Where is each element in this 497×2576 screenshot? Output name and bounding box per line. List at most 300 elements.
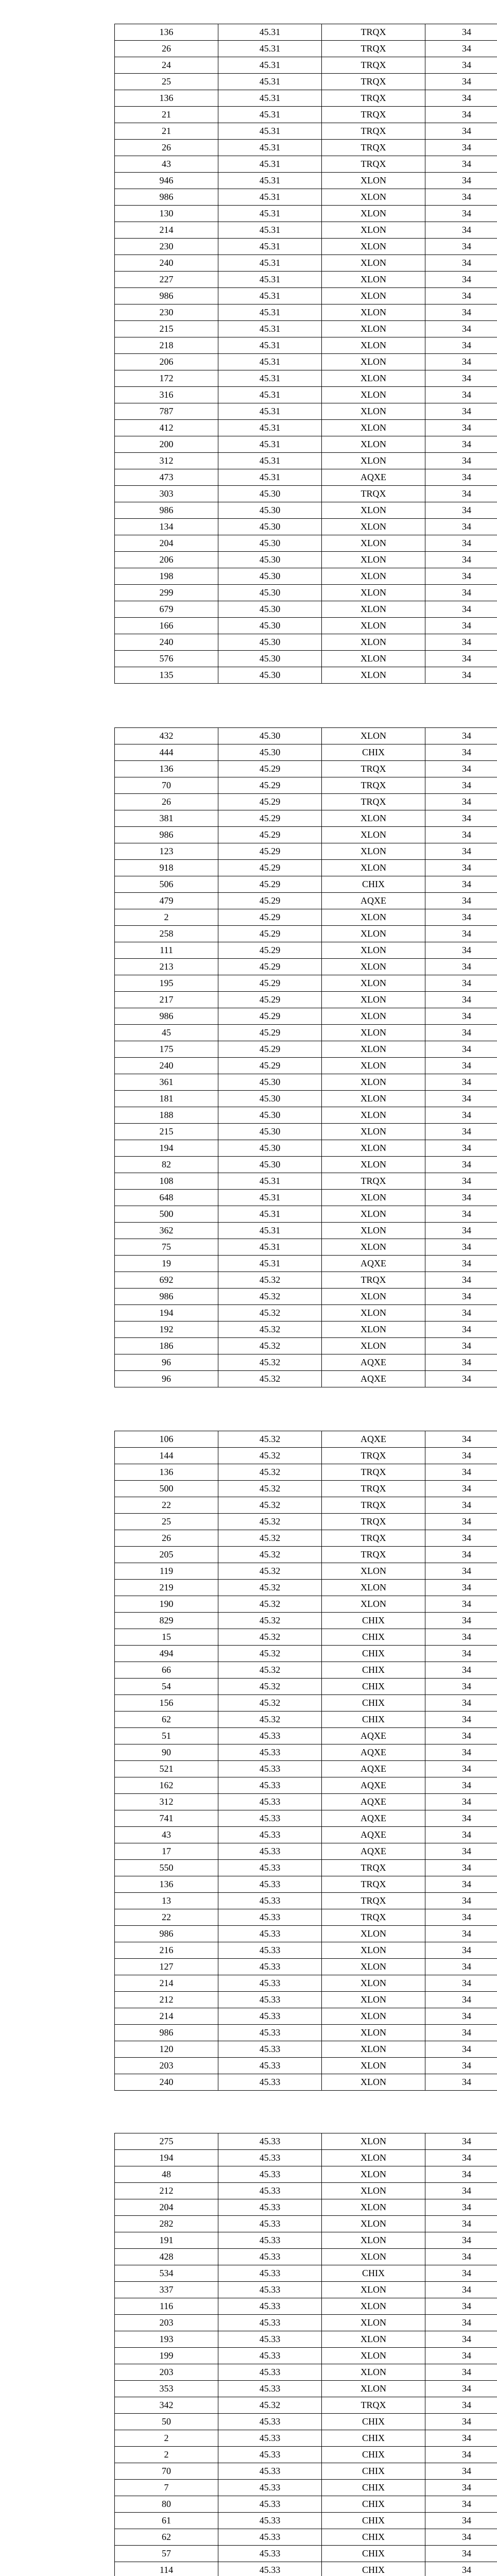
table-row (115, 2150, 497, 2166)
time-cell: 34 (425, 1431, 497, 1448)
table-row (115, 1926, 497, 1942)
price-cell: 45.33 (218, 2008, 322, 2025)
volume-cell: 214 (115, 2008, 218, 2025)
price-cell: 45.31 (218, 206, 322, 222)
time-cell: 34 (425, 2331, 497, 2348)
time-cell: 34 (425, 1058, 497, 1074)
price-cell: 45.33 (218, 2058, 322, 2074)
table-row (115, 453, 497, 469)
venue-cell: AQXE (322, 1431, 425, 1448)
venue-cell: TRQX (322, 1893, 425, 1909)
price-cell: 45.31 (218, 288, 322, 304)
volume-cell: 192 (115, 1321, 218, 1338)
venue-cell: TRQX (322, 1876, 425, 1893)
price-cell: 45.32 (218, 1695, 322, 1711)
table-row (115, 651, 497, 667)
time-cell: 34 (425, 1140, 497, 1157)
time-cell: 34 (425, 1580, 497, 1596)
price-cell: 45.32 (218, 1371, 322, 1387)
price-cell: 45.31 (218, 255, 322, 272)
volume-cell: 240 (115, 634, 218, 651)
table-row (115, 744, 497, 761)
volume-cell: 75 (115, 1239, 218, 1256)
price-cell: 45.30 (218, 1091, 322, 1107)
venue-cell: XLON (322, 354, 425, 370)
table-row (115, 827, 497, 843)
time-cell: 34 (425, 24, 497, 41)
table-row (115, 2183, 497, 2199)
time-cell: 34 (425, 370, 497, 387)
volume-cell: 166 (115, 618, 218, 634)
table-row (115, 206, 497, 222)
venue-cell: XLON (322, 2183, 425, 2199)
table-row (115, 909, 497, 926)
venue-cell: AQXE (322, 1827, 425, 1843)
time-cell: 34 (425, 2058, 497, 2074)
venue-cell: CHIX (322, 1711, 425, 1728)
time-cell: 34 (425, 1744, 497, 1761)
time-cell: 34 (425, 744, 497, 761)
price-cell: 45.33 (218, 2381, 322, 2397)
time-cell: 34 (425, 1371, 497, 1387)
volume-cell: 25 (115, 1514, 218, 1530)
price-cell: 45.33 (218, 1893, 322, 1909)
table-row (115, 90, 497, 107)
venue-cell: XLON (322, 1580, 425, 1596)
time-cell: 34 (425, 860, 497, 876)
table-row (115, 876, 497, 893)
venue-cell: XLON (322, 2150, 425, 2166)
table-row (115, 1810, 497, 1827)
price-cell: 45.33 (218, 2133, 322, 2150)
price-cell: 45.33 (218, 1942, 322, 1959)
venue-cell: TRQX (322, 24, 425, 41)
volume-cell: 119 (115, 1563, 218, 1580)
volume-cell: 195 (115, 975, 218, 992)
volume-cell: 428 (115, 2249, 218, 2265)
venue-cell: XLON (322, 337, 425, 354)
time-cell: 34 (425, 777, 497, 794)
table-row (115, 2463, 497, 2480)
time-cell: 34 (425, 2447, 497, 2463)
table-row (115, 107, 497, 123)
volume-cell: 230 (115, 304, 218, 321)
volume-cell: 156 (115, 1695, 218, 1711)
volume-cell: 2 (115, 909, 218, 926)
table-row (115, 403, 497, 420)
volume-cell: 986 (115, 2025, 218, 2041)
venue-cell: AQXE (322, 1777, 425, 1794)
venue-cell: XLON (322, 2298, 425, 2315)
time-cell: 34 (425, 2480, 497, 2496)
volume-cell: 193 (115, 2331, 218, 2348)
volume-cell: 114 (115, 2562, 218, 2576)
time-cell: 34 (425, 1173, 497, 1190)
time-cell: 34 (425, 975, 497, 992)
volume-cell: 550 (115, 1860, 218, 1876)
price-cell: 45.33 (218, 1876, 322, 1893)
price-cell: 45.29 (218, 761, 322, 777)
price-cell: 45.33 (218, 2025, 322, 2041)
table-row (115, 1711, 497, 1728)
time-cell: 34 (425, 1926, 497, 1942)
time-cell: 34 (425, 1975, 497, 1992)
price-cell: 45.30 (218, 744, 322, 761)
table-row (115, 926, 497, 942)
time-cell: 34 (425, 1777, 497, 1794)
volume-cell: 206 (115, 354, 218, 370)
time-cell: 34 (425, 2397, 497, 2414)
time-cell: 34 (425, 189, 497, 206)
time-cell: 34 (425, 156, 497, 173)
price-cell: 45.32 (218, 1711, 322, 1728)
volume-cell: 108 (115, 1173, 218, 1190)
time-cell: 34 (425, 173, 497, 189)
time-cell: 34 (425, 1041, 497, 1058)
price-cell: 45.32 (218, 1431, 322, 1448)
volume-cell: 203 (115, 2315, 218, 2331)
table-row (115, 1058, 497, 1074)
price-cell: 45.30 (218, 502, 322, 519)
table-row (115, 761, 497, 777)
price-cell: 45.33 (218, 2513, 322, 2529)
table-row (115, 1794, 497, 1810)
price-cell: 45.32 (218, 1514, 322, 1530)
table-row (115, 2216, 497, 2232)
venue-cell: XLON (322, 2025, 425, 2041)
venue-cell: AQXE (322, 469, 425, 486)
price-cell: 45.30 (218, 552, 322, 568)
venue-cell: XLON (322, 1041, 425, 1058)
time-cell: 34 (425, 601, 497, 618)
table-row (115, 860, 497, 876)
venue-cell: XLON (322, 1157, 425, 1173)
table-row (115, 189, 497, 206)
table-row (115, 1354, 497, 1371)
volume-cell: 206 (115, 552, 218, 568)
table-row (115, 370, 497, 387)
time-cell: 34 (425, 1695, 497, 1711)
price-cell: 45.31 (218, 354, 322, 370)
volume-cell: 13 (115, 1893, 218, 1909)
volume-cell: 692 (115, 1272, 218, 1289)
table-row (115, 2265, 497, 2282)
volume-cell: 21 (115, 123, 218, 140)
time-cell: 34 (425, 1272, 497, 1289)
volume-cell: 54 (115, 1679, 218, 1695)
price-cell: 45.29 (218, 942, 322, 959)
volume-cell: 240 (115, 2074, 218, 2091)
venue-cell: XLON (322, 1239, 425, 1256)
time-cell: 34 (425, 1481, 497, 1497)
time-cell: 34 (425, 222, 497, 239)
venue-cell: TRQX (322, 2397, 425, 2414)
price-cell: 45.33 (218, 2216, 322, 2232)
price-cell: 45.30 (218, 651, 322, 667)
price-cell: 45.33 (218, 2430, 322, 2447)
price-cell: 45.32 (218, 1338, 322, 1354)
table-row (115, 420, 497, 436)
table-row (115, 794, 497, 810)
time-cell: 34 (425, 288, 497, 304)
venue-cell: CHIX (322, 2430, 425, 2447)
venue-cell: XLON (322, 436, 425, 453)
table-row (115, 1206, 497, 1223)
time-cell: 34 (425, 2430, 497, 2447)
venue-cell: XLON (322, 992, 425, 1008)
time-cell: 34 (425, 57, 497, 74)
venue-cell: XLON (322, 2348, 425, 2364)
volume-cell: 213 (115, 959, 218, 975)
volume-cell: 7 (115, 2480, 218, 2496)
price-cell: 45.31 (218, 469, 322, 486)
volume-cell: 361 (115, 1074, 218, 1091)
price-cell: 45.33 (218, 1827, 322, 1843)
price-cell: 45.30 (218, 535, 322, 552)
table-row (115, 1371, 497, 1387)
venue-cell: XLON (322, 2331, 425, 2348)
price-cell: 45.30 (218, 1124, 322, 1140)
venue-cell: XLON (322, 2282, 425, 2298)
venue-cell: XLON (322, 2232, 425, 2249)
table-row (115, 2315, 497, 2331)
volume-cell: 986 (115, 288, 218, 304)
venue-cell: XLON (322, 618, 425, 634)
price-cell: 45.32 (218, 1464, 322, 1481)
time-cell: 34 (425, 453, 497, 469)
price-cell: 45.33 (218, 2249, 322, 2265)
price-cell: 45.30 (218, 486, 322, 502)
time-cell: 34 (425, 2463, 497, 2480)
time-cell: 34 (425, 1909, 497, 1926)
venue-cell: AQXE (322, 1794, 425, 1810)
table-row (115, 1497, 497, 1514)
price-cell: 45.33 (218, 1728, 322, 1744)
price-cell: 45.29 (218, 794, 322, 810)
price-cell: 45.31 (218, 140, 322, 156)
venue-cell: TRQX (322, 794, 425, 810)
price-cell: 45.31 (218, 436, 322, 453)
table-row (115, 1041, 497, 1058)
time-cell: 34 (425, 843, 497, 860)
table-row (115, 469, 497, 486)
volume-cell: 312 (115, 1794, 218, 1810)
venue-cell: XLON (322, 926, 425, 942)
time-cell: 34 (425, 992, 497, 1008)
venue-cell: CHIX (322, 1629, 425, 1646)
price-cell: 45.33 (218, 2150, 322, 2166)
volume-cell: 136 (115, 761, 218, 777)
time-cell: 34 (425, 2265, 497, 2282)
table-row (115, 1256, 497, 1272)
price-cell: 45.31 (218, 222, 322, 239)
time-cell: 34 (425, 2249, 497, 2265)
venue-cell: TRQX (322, 761, 425, 777)
volume-cell: 986 (115, 827, 218, 843)
time-cell: 34 (425, 2364, 497, 2381)
price-cell: 45.29 (218, 860, 322, 876)
volume-cell: 353 (115, 2381, 218, 2397)
volume-cell: 412 (115, 420, 218, 436)
venue-cell: XLON (322, 1206, 425, 1223)
price-cell: 45.30 (218, 1107, 322, 1124)
time-cell: 34 (425, 926, 497, 942)
volume-cell: 62 (115, 1711, 218, 1728)
price-cell: 45.30 (218, 519, 322, 535)
venue-cell: TRQX (322, 486, 425, 502)
time-cell: 34 (425, 1256, 497, 1272)
venue-cell: XLON (322, 975, 425, 992)
table-row (115, 2447, 497, 2463)
time-cell: 34 (425, 1728, 497, 1744)
volume-cell: 918 (115, 860, 218, 876)
price-cell: 45.32 (218, 1448, 322, 1464)
volume-cell: 45 (115, 1025, 218, 1041)
price-cell: 45.29 (218, 843, 322, 860)
table-row (115, 1272, 497, 1289)
table-row (115, 1596, 497, 1613)
time-cell: 34 (425, 2025, 497, 2041)
venue-cell: TRQX (322, 107, 425, 123)
time-cell: 34 (425, 1843, 497, 1860)
venue-cell: XLON (322, 2133, 425, 2150)
volume-cell: 506 (115, 876, 218, 893)
table-row (115, 1679, 497, 1695)
price-cell: 45.33 (218, 2074, 322, 2091)
volume-cell: 342 (115, 2397, 218, 2414)
volume-cell: 217 (115, 992, 218, 1008)
price-cell: 45.33 (218, 1777, 322, 1794)
table-row (115, 288, 497, 304)
table-row (115, 2008, 497, 2025)
time-cell: 34 (425, 354, 497, 370)
price-cell: 45.32 (218, 1547, 322, 1563)
table-row (115, 1448, 497, 1464)
venue-cell: XLON (322, 2074, 425, 2091)
table-row (115, 304, 497, 321)
time-cell: 34 (425, 2199, 497, 2216)
volume-cell: 61 (115, 2513, 218, 2529)
time-cell: 34 (425, 2166, 497, 2183)
price-cell: 45.33 (218, 2199, 322, 2216)
venue-cell: CHIX (322, 2414, 425, 2430)
price-cell: 45.31 (218, 173, 322, 189)
time-cell: 34 (425, 1761, 497, 1777)
price-cell: 45.30 (218, 568, 322, 585)
time-cell: 34 (425, 1464, 497, 1481)
price-cell: 45.30 (218, 634, 322, 651)
trade-table-block-2 (114, 727, 497, 1387)
table-row (115, 1008, 497, 1025)
table-row (115, 618, 497, 634)
price-cell: 45.33 (218, 2183, 322, 2199)
time-cell: 34 (425, 387, 497, 403)
venue-cell: XLON (322, 2058, 425, 2074)
time-cell: 34 (425, 90, 497, 107)
table-row (115, 1728, 497, 1744)
price-cell: 45.31 (218, 337, 322, 354)
volume-cell: 62 (115, 2529, 218, 2546)
time-cell: 34 (425, 2150, 497, 2166)
venue-cell: TRQX (322, 777, 425, 794)
time-cell: 34 (425, 1629, 497, 1646)
table-row (115, 975, 497, 992)
table-row (115, 1321, 497, 1338)
table-row (115, 1629, 497, 1646)
price-cell: 45.33 (218, 2414, 322, 2430)
price-cell: 45.32 (218, 1354, 322, 1371)
venue-cell: TRQX (322, 1547, 425, 1563)
time-cell: 34 (425, 519, 497, 535)
venue-cell: XLON (322, 2381, 425, 2397)
time-cell: 34 (425, 1497, 497, 1514)
price-cell: 45.29 (218, 1041, 322, 1058)
time-cell: 34 (425, 651, 497, 667)
table-row (115, 1091, 497, 1107)
price-cell: 45.33 (218, 1744, 322, 1761)
time-cell: 34 (425, 794, 497, 810)
table-row (115, 354, 497, 370)
table-row (115, 173, 497, 189)
price-cell: 45.31 (218, 24, 322, 41)
volume-cell: 275 (115, 2133, 218, 2150)
table-row (115, 1909, 497, 1926)
price-cell: 45.30 (218, 667, 322, 684)
volume-cell: 172 (115, 370, 218, 387)
time-cell: 34 (425, 1711, 497, 1728)
venue-cell: CHIX (322, 2496, 425, 2513)
table-row (115, 337, 497, 354)
venue-cell: XLON (322, 667, 425, 684)
table-row (115, 601, 497, 618)
trade-table (115, 24, 497, 684)
trade-table-block-3 (114, 1431, 497, 2091)
price-cell: 45.32 (218, 1481, 322, 1497)
time-cell: 34 (425, 486, 497, 502)
price-cell: 45.31 (218, 370, 322, 387)
table-row (115, 2058, 497, 2074)
time-cell: 34 (425, 1530, 497, 1547)
time-cell: 34 (425, 2529, 497, 2546)
volume-cell: 43 (115, 1827, 218, 1843)
venue-cell: XLON (322, 1008, 425, 1025)
volume-cell: 26 (115, 140, 218, 156)
time-cell: 34 (425, 272, 497, 288)
table-row (115, 519, 497, 535)
volume-cell: 986 (115, 1926, 218, 1942)
volume-cell: 175 (115, 1041, 218, 1058)
table-row (115, 1744, 497, 1761)
time-cell: 34 (425, 1124, 497, 1140)
time-cell: 34 (425, 893, 497, 909)
time-cell: 34 (425, 1596, 497, 1613)
volume-cell: 26 (115, 41, 218, 57)
venue-cell: XLON (322, 403, 425, 420)
price-cell: 45.32 (218, 1289, 322, 1305)
venue-cell: CHIX (322, 744, 425, 761)
time-cell: 34 (425, 1876, 497, 1893)
time-cell: 34 (425, 1190, 497, 1206)
volume-cell: 194 (115, 2150, 218, 2166)
table-row (115, 2496, 497, 2513)
price-cell: 45.33 (218, 2232, 322, 2249)
venue-cell: XLON (322, 942, 425, 959)
price-cell: 45.31 (218, 57, 322, 74)
volume-cell: 946 (115, 173, 218, 189)
venue-cell: XLON (322, 1058, 425, 1074)
table-row (115, 57, 497, 74)
venue-cell: XLON (322, 2166, 425, 2183)
